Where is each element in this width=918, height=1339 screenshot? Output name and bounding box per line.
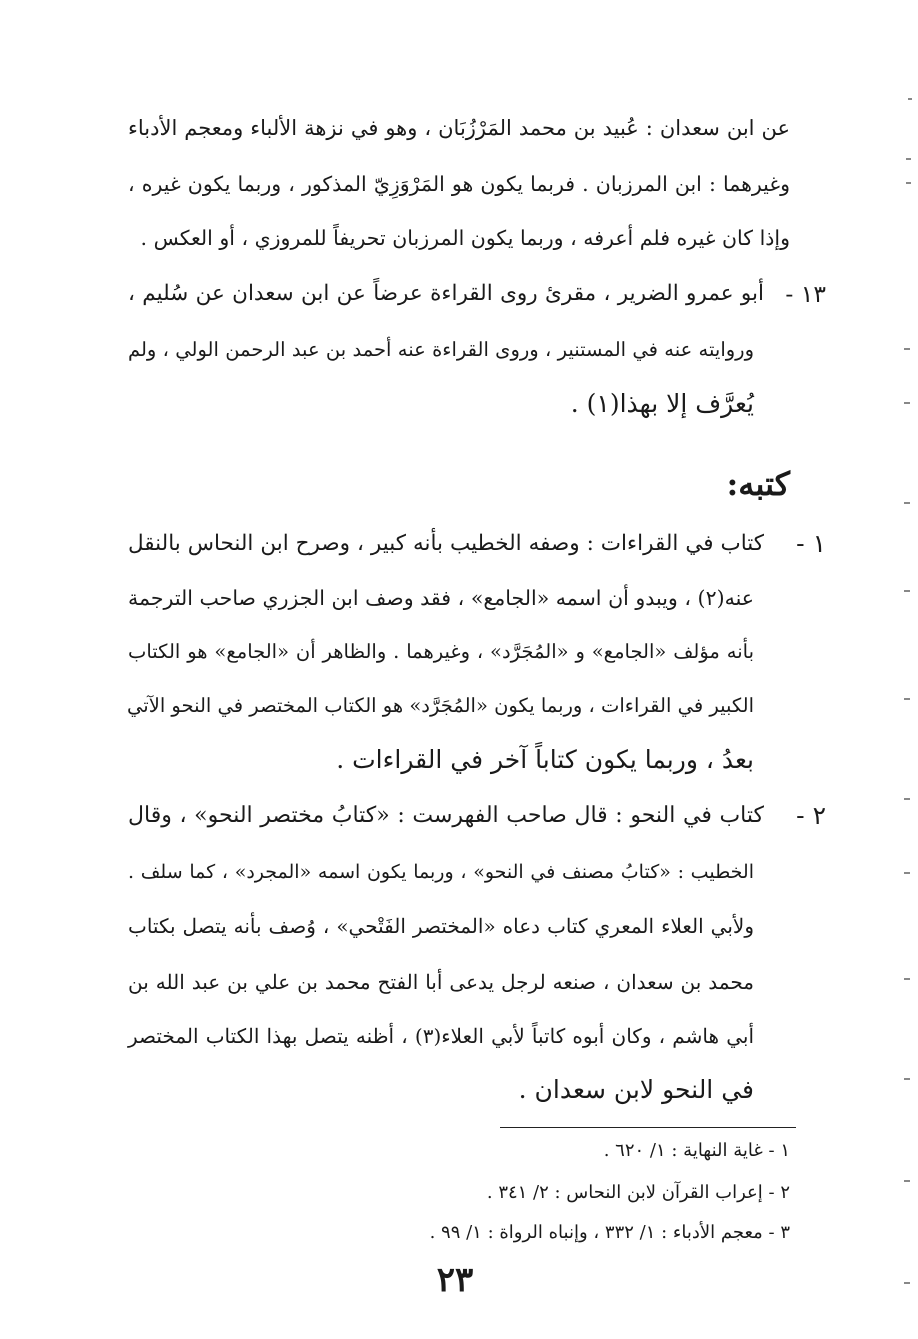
book-1-line-5: بعدُ ، وربما يكون كتاباً آخر في القراءات .	[336, 745, 754, 774]
book-2-line-1: كتاب في النحو : قال صاحب الفهرست : «كتابُ مختصر النحو» ، وقال	[128, 803, 764, 828]
scan-mark	[906, 182, 911, 184]
book-2-number: ٢ -	[796, 801, 826, 830]
scan-mark	[904, 872, 910, 874]
book-1-line-2: عنه(٢) ، ويبدو أن اسمه «الجامع» ، فقد وصف ابن الجزري صاحب الترجمة	[128, 586, 754, 610]
scan-mark	[904, 1078, 910, 1080]
book-2-line-5: أبي هاشم ، وكان أبوه كاتباً لأبي العلاء(٣) ، أظنه يتصل بهذا الكتاب المختصر	[128, 1024, 754, 1048]
footnote-separator	[500, 1127, 796, 1128]
book-1-number: ١ -	[796, 529, 826, 558]
scan-mark	[904, 402, 910, 404]
scan-mark	[904, 978, 910, 980]
book-1-line-1: كتاب في القراءات : وصفه الخطيب بأنه كبير ، وصرح ابن النحاس بالنقل	[128, 531, 764, 556]
scan-mark	[906, 158, 911, 160]
entry-13-number: ١٣ -	[785, 280, 826, 308]
footnote-2: ٢ - إعراب القرآن لابن النحاس : ٢/ ٣٤١ .	[486, 1182, 790, 1203]
scan-mark	[904, 1282, 910, 1284]
entry-12-line-3: وإذا كان غيره فلم أعرفه ، وربما يكون المرزبان تحريفاً للمروزي ، أو العكس .	[140, 226, 790, 250]
entry-13-line-2: وروايته عنه في المستنير ، وروى القراءة عنه أحمد بن عبد الرحمن الولي ، ولم	[128, 338, 754, 361]
entry-13-line-1: أبو عمرو الضرير ، مقرئ روى القراءة عرضاً عن ابن سعدان عن سُليم ،	[128, 281, 764, 306]
footnote-1: ١ - غاية النهاية : ١/ ٦٢٠ .	[603, 1140, 790, 1161]
scan-mark	[904, 1180, 910, 1182]
scan-mark	[904, 590, 910, 592]
scan-mark	[904, 698, 910, 700]
book-2-line-3: ولأبي العلاء المعري كتاب دعاه «المختصر الفَتْحي» ، وُصف بأنه يتصل بكتاب	[128, 914, 754, 938]
scan-mark	[908, 98, 912, 100]
page-number: ٢٣	[436, 1260, 474, 1300]
footnote-3: ٣ - معجم الأدباء : ١/ ٣٣٢ ، وإنباه الرواة : ١/ ٩٩ .	[429, 1222, 790, 1243]
book-2-line-4: محمد بن سعدان ، صنعه لرجل يدعى أبا الفتح محمد بن علي بن عبد الله بن	[128, 970, 754, 994]
book-2-line-2: الخطيب : «كتابُ مصنف في النحو» ، وربما يكون اسمه «المجرد» ، كما سلف .	[128, 861, 754, 883]
book-2-line-6: في النحو لابن سعدان .	[518, 1075, 754, 1104]
section-heading-books: كتبه:	[726, 465, 790, 503]
entry-13-line-3: يُعرَّف إلا بهذا(١) .	[570, 389, 754, 418]
scan-mark	[904, 798, 910, 800]
entry-12-line-1: عن ابن سعدان : عُبيد بن محمد المَرْزُبَان ، وهو في نزهة الألباء ومعجم الأدباء	[128, 116, 790, 140]
scan-mark	[904, 502, 910, 504]
entry-12-line-2: وغيرهما : ابن المرزبان . فربما يكون هو المَرْوَزِيّ المذكور ، وربما يكون غيره ،	[128, 172, 790, 196]
scan-mark	[904, 348, 910, 350]
book-1-line-4: الكبير في القراءات ، وربما يكون «المُجَرَّد» هو الكتاب المختصر في النحو الآتي	[127, 694, 754, 717]
book-1-line-3: بأنه مؤلف «الجامع» و «المُجَرَّد» ، وغيرهما . والظاهر أن «الجامع» هو الكتاب	[128, 640, 754, 663]
